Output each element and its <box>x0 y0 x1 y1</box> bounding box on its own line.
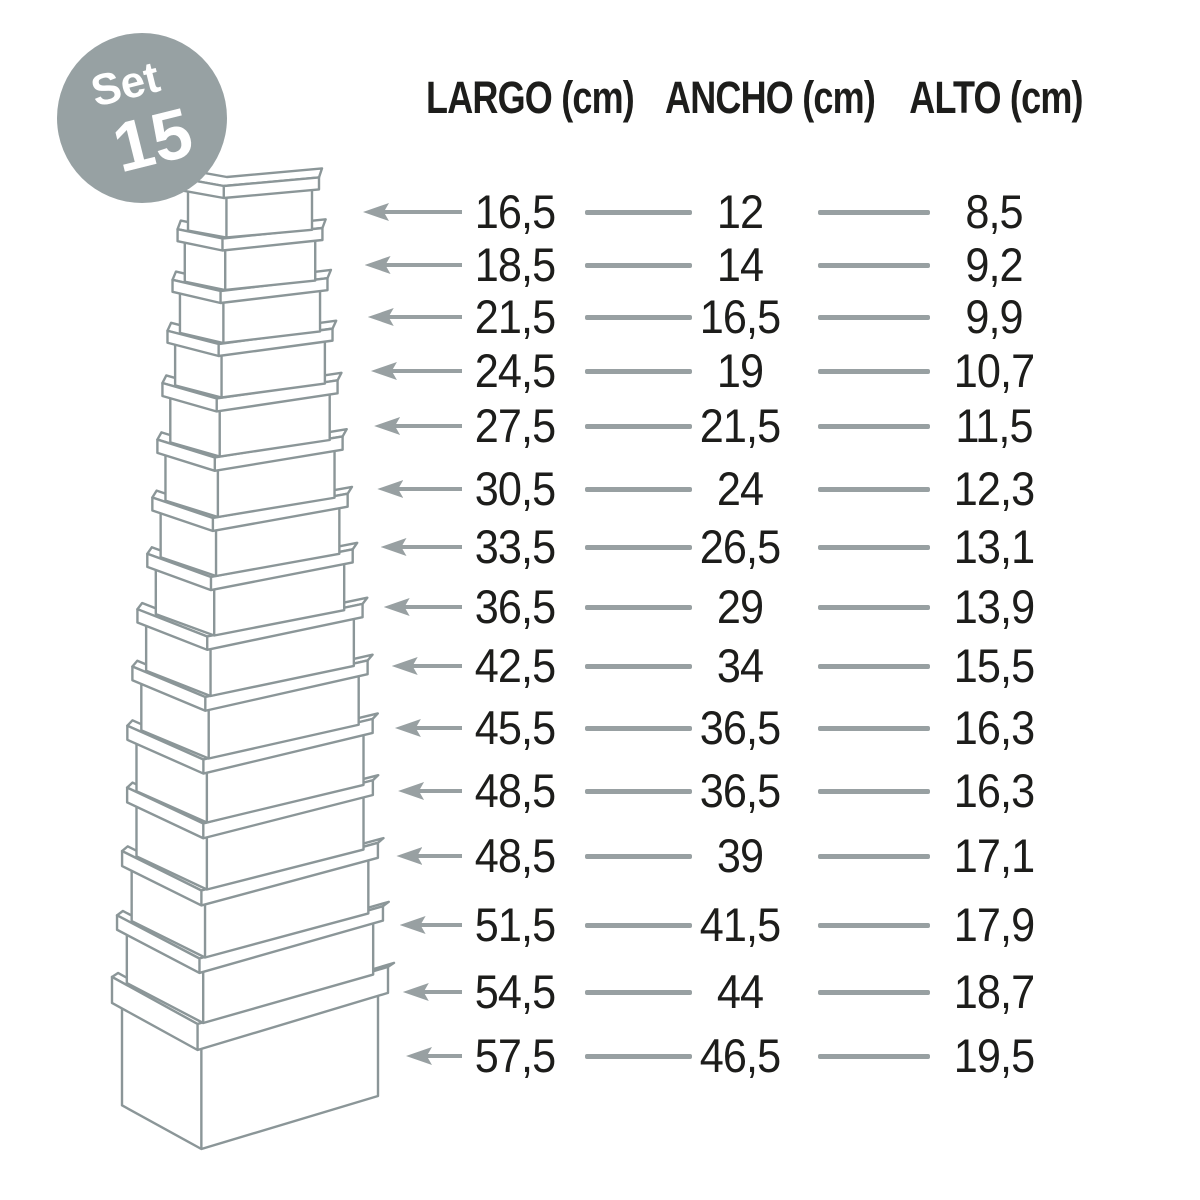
largo-value: 27,5 <box>474 399 556 452</box>
set-badge <box>57 33 227 203</box>
dash-line <box>818 923 930 928</box>
dimension-row <box>0 343 1200 399</box>
dash-line <box>818 605 930 610</box>
largo-value: 57,5 <box>474 1029 556 1082</box>
dimension-row <box>0 579 1200 635</box>
dimension-row <box>0 700 1200 756</box>
alto-value: 12,3 <box>953 462 1035 515</box>
ancho-value: 36,5 <box>699 701 781 754</box>
dimension-row <box>0 519 1200 575</box>
alto-value: 13,1 <box>953 520 1035 573</box>
ancho-value: 21,5 <box>699 399 781 452</box>
ancho-value: 39 <box>716 829 764 882</box>
dash-line <box>818 545 930 550</box>
dash-line <box>818 664 930 669</box>
ancho-value: 29 <box>716 580 764 633</box>
largo-value: 54,5 <box>474 965 556 1018</box>
largo-value: 45,5 <box>474 701 556 754</box>
dimension-row <box>0 461 1200 517</box>
ancho-value: 41,5 <box>699 898 781 951</box>
ancho-value: 14 <box>716 238 764 291</box>
dash-line <box>818 263 930 268</box>
dash-line <box>818 789 930 794</box>
largo-value: 30,5 <box>474 462 556 515</box>
column-header-largo: LARGO (cm) <box>426 72 634 123</box>
dimension-row <box>0 237 1200 293</box>
alto-value: 16,3 <box>953 701 1035 754</box>
dimension-row <box>0 1028 1200 1084</box>
ancho-value: 44 <box>716 965 764 1018</box>
dimension-row <box>0 964 1200 1020</box>
ancho-value: 36,5 <box>699 764 781 817</box>
alto-value: 10,7 <box>953 344 1035 397</box>
largo-value: 42,5 <box>474 639 556 692</box>
largo-value: 48,5 <box>474 829 556 882</box>
alto-value: 8,5 <box>965 185 1023 238</box>
dash-line <box>818 854 930 859</box>
dash-line <box>818 990 930 995</box>
dash-line <box>818 487 930 492</box>
largo-value: 51,5 <box>474 898 556 951</box>
dimension-row <box>0 638 1200 694</box>
dash-line <box>818 1054 930 1059</box>
alto-value: 15,5 <box>953 639 1035 692</box>
ancho-value: 46,5 <box>699 1029 781 1082</box>
dash-line <box>818 424 930 429</box>
ancho-value: 12 <box>716 185 764 238</box>
ancho-value: 34 <box>716 639 764 692</box>
dash-line <box>818 369 930 374</box>
ancho-value: 24 <box>716 462 764 515</box>
alto-value: 13,9 <box>953 580 1035 633</box>
dimension-row <box>0 763 1200 819</box>
dimension-row <box>0 897 1200 953</box>
ancho-value: 26,5 <box>699 520 781 573</box>
alto-value: 16,3 <box>953 764 1035 817</box>
largo-value: 21,5 <box>474 290 556 343</box>
dash-line <box>818 210 930 215</box>
largo-value: 18,5 <box>474 238 556 291</box>
ancho-value: 19 <box>716 344 764 397</box>
alto-value: 17,9 <box>953 898 1035 951</box>
dimension-row <box>0 398 1200 454</box>
dash-line <box>818 315 930 320</box>
alto-value: 17,1 <box>953 829 1035 882</box>
dimension-row <box>0 828 1200 884</box>
largo-value: 24,5 <box>474 344 556 397</box>
largo-value: 48,5 <box>474 764 556 817</box>
alto-value: 18,7 <box>953 965 1035 1018</box>
column-header-alto: ALTO (cm) <box>909 72 1083 123</box>
alto-value: 9,2 <box>965 238 1023 291</box>
largo-value: 16,5 <box>474 185 556 238</box>
set-label: Set <box>86 51 165 117</box>
alto-value: 19,5 <box>953 1029 1035 1082</box>
alto-value: 11,5 <box>955 399 1033 452</box>
largo-value: 36,5 <box>474 580 556 633</box>
column-header-ancho: ANCHO (cm) <box>665 72 876 123</box>
dimension-row <box>0 289 1200 345</box>
ancho-value: 16,5 <box>699 290 781 343</box>
dash-line <box>818 726 930 731</box>
alto-value: 9,9 <box>965 290 1023 343</box>
largo-value: 33,5 <box>474 520 556 573</box>
set-number: 15 <box>105 92 200 187</box>
dimension-row <box>0 184 1200 240</box>
